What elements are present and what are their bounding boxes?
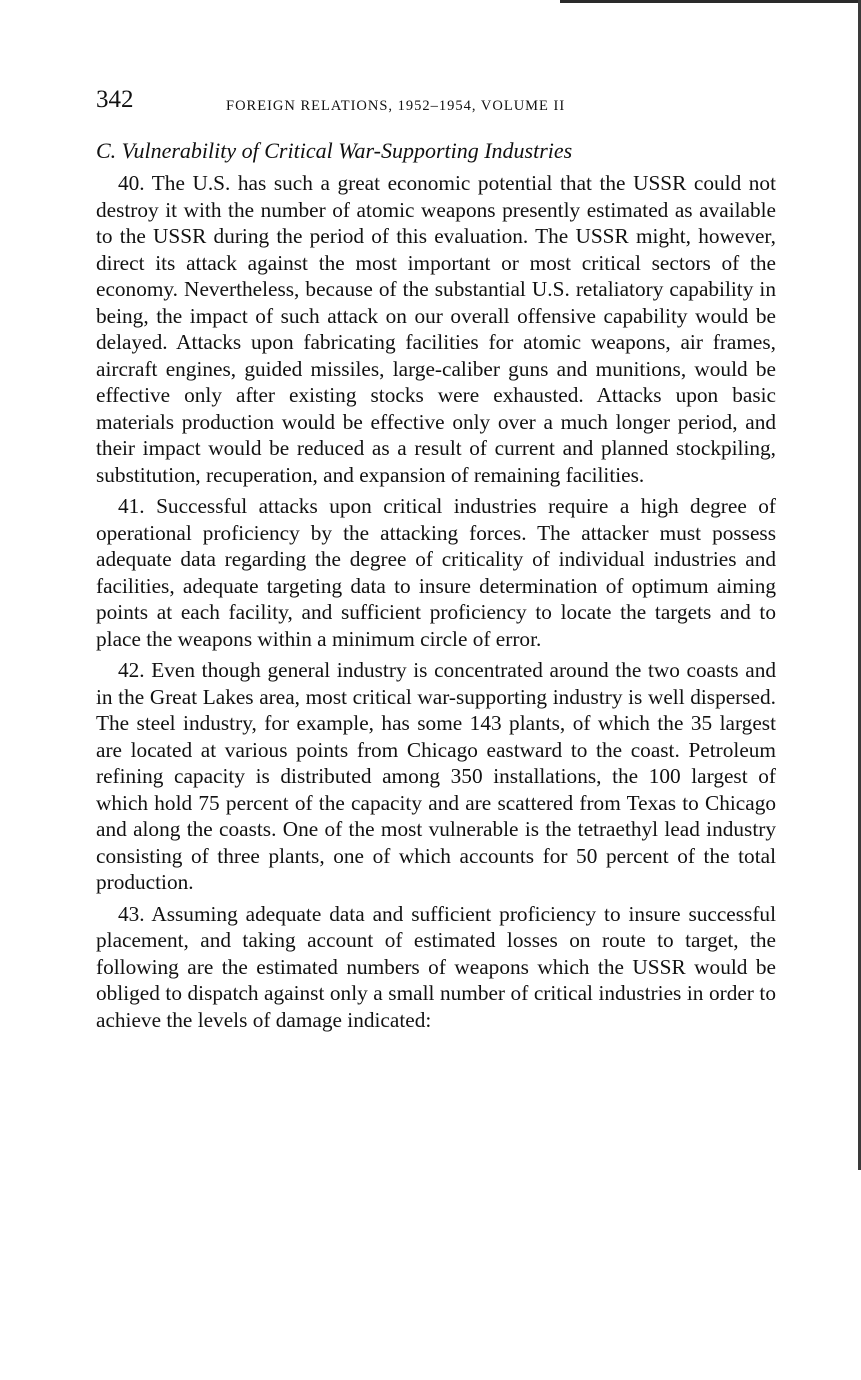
paragraph-43: 43. Assuming adequate data and sufficient proficiency to insure successful placement, and taking account of estimated losses on route to target, the following are the estimated numbers of weapons which the USSR would be obliged to dispatch against only a small number of critical industries in order to achieve the levels of damage indicated: [96,901,776,1032]
paragraph-40: 40. The U.S. has such a great economic potential that the USSR could not destroy it with the number of atomic weapons presently estimated as available to the USSR during the period of this evaluation. The USSR might, however, direct its attack against the most important or most critical sectors of the economy. Nevertheless, because of the substantial U.S. retaliatory capability in being, the impact of such attack on our overall offensive capability would be delayed. Attacks upon fabricating facilities for atomic weapons, air frames, aircraft engines, guided missiles, large-caliber guns and munitions, would be effective only after existing stocks were exhausted. Attacks upon basic materials production would be effective only over a much longer period, and their impact would be reduced as a result of current and planned stockpiling, substitution, recuperation, and expansion of remaining facilities. [96,171,776,487]
document-page [96,86,776,1038]
scan-edge-top [560,0,861,3]
paragraph-41: 41. Successful attacks upon critical industries require a high degree of operational proficiency by the attacking forces. The attacker must possess adequate data regarding the degree of criticality of individual industries and facilities, adequate targeting data to insure determination of optimum aiming points at each facility, and sufficient proficiency to locate the targets and to place the weapons within a minimum circle of error. [96,494,776,651]
page-number: 342 [96,86,134,113]
paragraph-42: 42. Even though general industry is concentrated around the two coasts and in the Great Lakes area, most critical war-supporting industry is well dispersed. The steel industry, for example, has some 143 plants, of which the 35 largest are located at various points from Chicago eastward to the coast. Petroleum refining capacity is distributed among 350 installations, the 100 largest of which hold 75 percent of the capacity and are scattered from Texas to Chicago and along the coasts. One of the most vulnerable is the tetraethyl lead industry consisting of three plants, one of which accounts for 50 percent of the total production. [96,658,776,894]
section-heading: C. Vulnerability of Critical War-Supporting Industries [96,138,573,163]
running-head: FOREIGN RELATIONS, 1952–1954, VOLUME II [226,98,566,114]
page-header [96,86,776,126]
